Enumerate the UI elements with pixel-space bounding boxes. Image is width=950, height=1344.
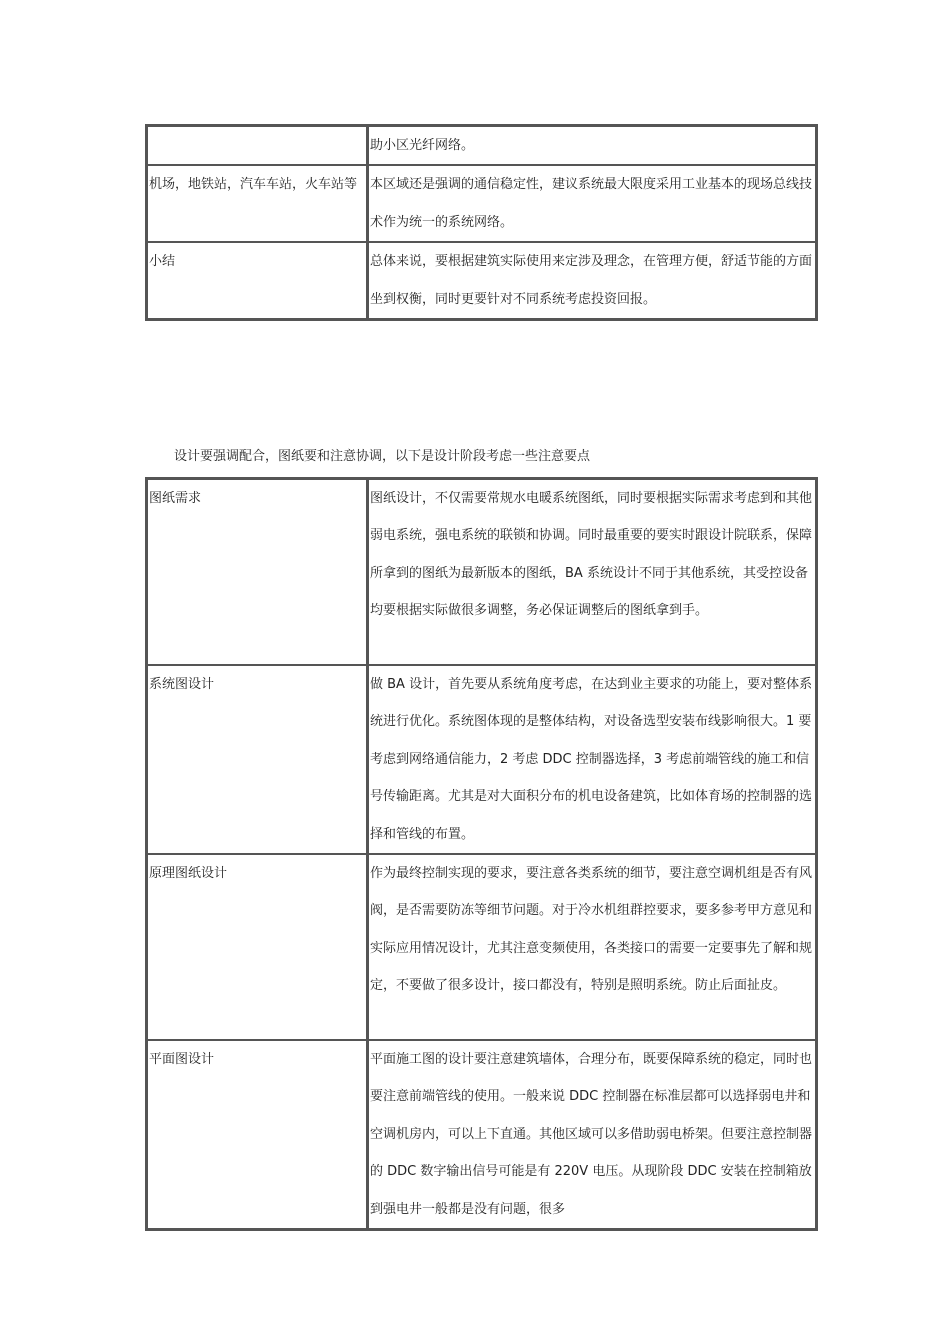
row-label-cell: 平面图设计: [147, 1040, 367, 1229]
row-label-cell: [147, 126, 367, 165]
table-row: [147, 665, 816, 854]
table-row: [147, 242, 816, 319]
row-text-cell: 总体来说，要根据建筑实际使用来定涉及理念，在管理方便，舒适节能的方面坐到权衡，同时更要针对不同系统考虑投资回报。: [367, 242, 816, 319]
row-text-cell: 作为最终控制实现的要求，要注意各类系统的细节，要注意空调机组是否有风阀，是否需要防冻等细节问题。对于冷水机组群控要求，要多参考甲方意见和实际应用情况设计，尤其注意变频使用，各类接口的需要一定要事先了解和规定，不要做了很多设计，接口都没有，特别是照明系统。防止后面扯皮。: [367, 854, 816, 1040]
table-row: [147, 479, 816, 665]
table-row: [147, 165, 816, 242]
table-row: [147, 126, 816, 165]
table-design-points: [145, 477, 818, 1231]
table-row: [147, 854, 816, 1040]
row-text-cell: 平面施工图的设计要注意建筑墙体，合理分布，既要保障系统的稳定，同时也要注意前端管线的使用。一般来说 DDC 控制器在标准层都可以选择弱电井和空调机房内，可以上下直通。其他区域可以多借助弱电桥架。但要注意控制器的 DDC 数字输出信号可能是有 220V 电压。从现阶段 DDC 安装在控制箱放到强电井一般都是没有问题，很多: [367, 1040, 816, 1229]
row-text-cell: 图纸设计，不仅需要常规水电暖系统图纸，同时要根据实际需求考虑到和其他弱电系统，强电系统的联锁和协调。同时最重要的要实时跟设计院联系，保障所拿到的图纸为最新版本的图纸，BA 系统设计不同于其他系统，其受控设备均要根据实际做很多调整，务必保证调整后的图纸拿到手。: [367, 479, 816, 665]
table-zones: [145, 124, 818, 321]
row-text-cell: 助小区光纤网络。: [367, 126, 816, 165]
section-caption: 设计要强调配合，图纸要和注意协调，以下是设计阶段考虑一些注意要点: [174, 449, 591, 464]
row-label-cell: 系统图设计: [147, 665, 367, 854]
row-label-cell: 图纸需求: [147, 479, 367, 665]
row-label-cell: 原理图纸设计: [147, 854, 367, 1040]
row-label-cell: 小结: [147, 242, 367, 319]
table-row: [147, 1040, 816, 1229]
row-label-cell: 机场，地铁站，汽车车站，火车站等: [147, 165, 367, 242]
row-text-cell: 做 BA 设计，首先要从系统角度考虑，在达到业主要求的功能上，要对整体系统进行优化。系统图体现的是整体结构，对设备选型安装布线影响很大。1 要考虑到网络通信能力，2 考虑 DDC 控制器选择，3 考虑前端管线的施工和信号传输距离。尤其是对大面积分布的机电设备建筑，比如体育场的控制器的选择和管线的布置。: [367, 665, 816, 854]
row-text-cell: 本区域还是强调的通信稳定性，建议系统最大限度采用工业基本的现场总线技术作为统一的系统网络。: [367, 165, 816, 242]
